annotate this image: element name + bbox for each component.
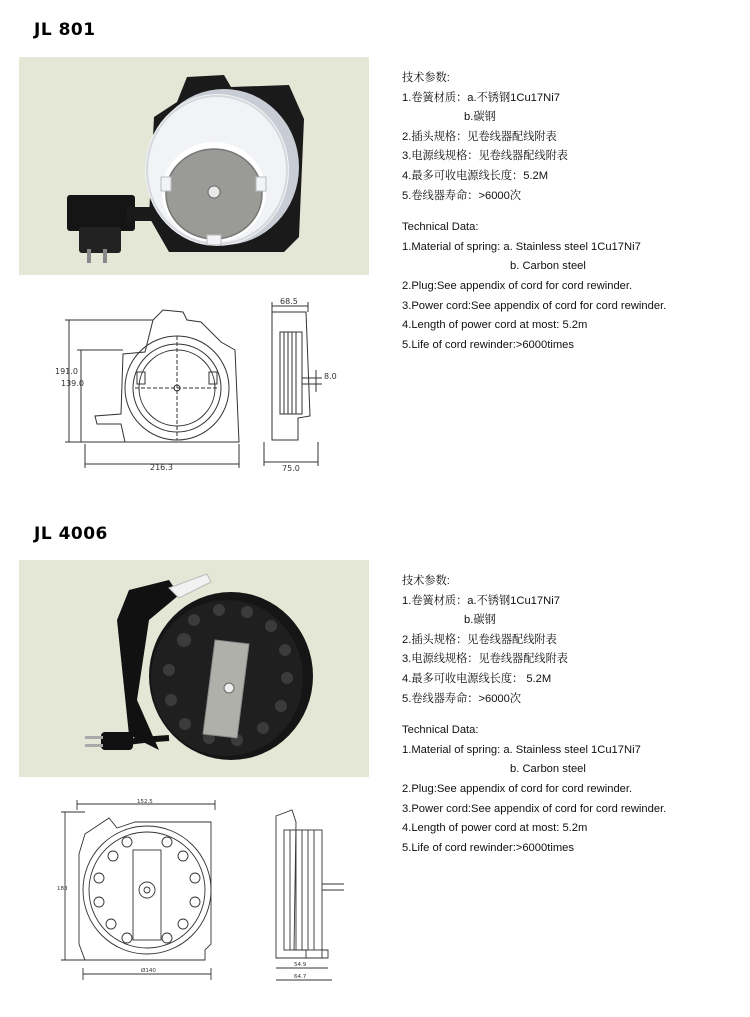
spec-en-line: 4.Length of power cord at most: 5.2m [402,319,588,332]
product-photo [19,560,369,777]
dimension-hub-height: 139.0 [61,379,84,388]
dimension-depth-top: 68.5 [280,297,298,306]
spec-en-line: 4.Length of power cord at most: 5.2m [402,822,588,835]
dimension-width: 216.3 [150,463,173,472]
spec-cn-line: 3.电源线规格：见卷线器配线附表 [402,150,568,163]
spec-cn-line: 3.电源线规格：见卷线器配线附表 [402,653,568,666]
spec-en-heading: Technical Data: [402,724,479,737]
spec-cn-line: 4.最多可收电源线长度：5.2M [402,169,549,182]
spec-en-line: 3.Power cord:See appendix of cord for cord rewinder. [402,802,667,815]
spec-cn-line: b.碳钢 [464,111,496,124]
dimension-height: 183 [57,886,68,892]
product-section-jl801 [0,0,750,500]
spec-cn-heading: 技术参数: [402,72,450,84]
dimension-depth-top: 54.9 [294,962,307,968]
dimension-height: 191.0 [55,367,78,376]
spec-en-line: 3.Power cord:See appendix of cord for cord rewinder. [402,299,667,312]
spec-cn-line: 2.插头规格：见卷线器配线附表 [402,633,557,646]
dimension-diameter: Ø140 [141,968,156,974]
cord-reel-white-illustration [19,57,369,275]
front-view-drawing [55,292,255,477]
spec-cn-line: b.碳钢 [464,614,496,627]
model-title: JL 4006 [34,524,108,544]
dimension-width-top: 152.5 [137,799,153,805]
dimension-depth-bottom: 75.0 [282,464,300,473]
spec-cn-line: 1.卷簧材质：a.不锈钢1Cu17Ni7 [402,594,560,607]
technical-spec-block [402,69,666,355]
spec-en-line: 5.Life of cord rewinder:>6000times [402,841,574,854]
spec-en-heading: Technical Data: [402,221,479,234]
model-title: JL 801 [34,20,96,40]
dimension-depth-bottom: 64.7 [294,974,307,980]
product-section-jl4006 [0,500,750,1017]
side-view-drawing [262,800,352,990]
spec-cn-line: 4.最多可收电源线长度： 5.2M [402,672,552,685]
dimension-shaft: 8.0 [324,372,337,381]
front-view-drawing [55,798,255,988]
spec-en-line: 1.Material of spring: a. Stainless steel 1Cu17Ni7 [402,743,641,756]
spec-en-line: 2.Plug:See appendix of cord for cord rewinder. [402,279,633,292]
spec-cn-line: 5.卷线器寿命：>6000次 [402,692,522,705]
spec-cn-line: 1.卷簧材质：a.不锈钢1Cu17Ni7 [402,91,560,104]
product-photo [19,57,369,275]
spec-en-line: 1.Material of spring: a. Stainless steel 1Cu17Ni7 [402,240,641,253]
cord-reel-black-illustration [19,560,369,777]
spec-en-line: 2.Plug:See appendix of cord for cord rewinder. [402,782,633,795]
spec-en-line: b. Carbon steel [510,260,586,273]
spec-cn-heading: 技术参数: [402,575,450,587]
spec-en-line: 5.Life of cord rewinder:>6000times [402,338,574,351]
technical-spec-block [402,572,666,858]
spec-cn-line: 2.插头规格：见卷线器配线附表 [402,130,557,143]
spec-en-line: b. Carbon steel [510,763,586,776]
spec-cn-line: 5.卷线器寿命：>6000次 [402,189,522,202]
side-view-drawing [258,292,363,477]
